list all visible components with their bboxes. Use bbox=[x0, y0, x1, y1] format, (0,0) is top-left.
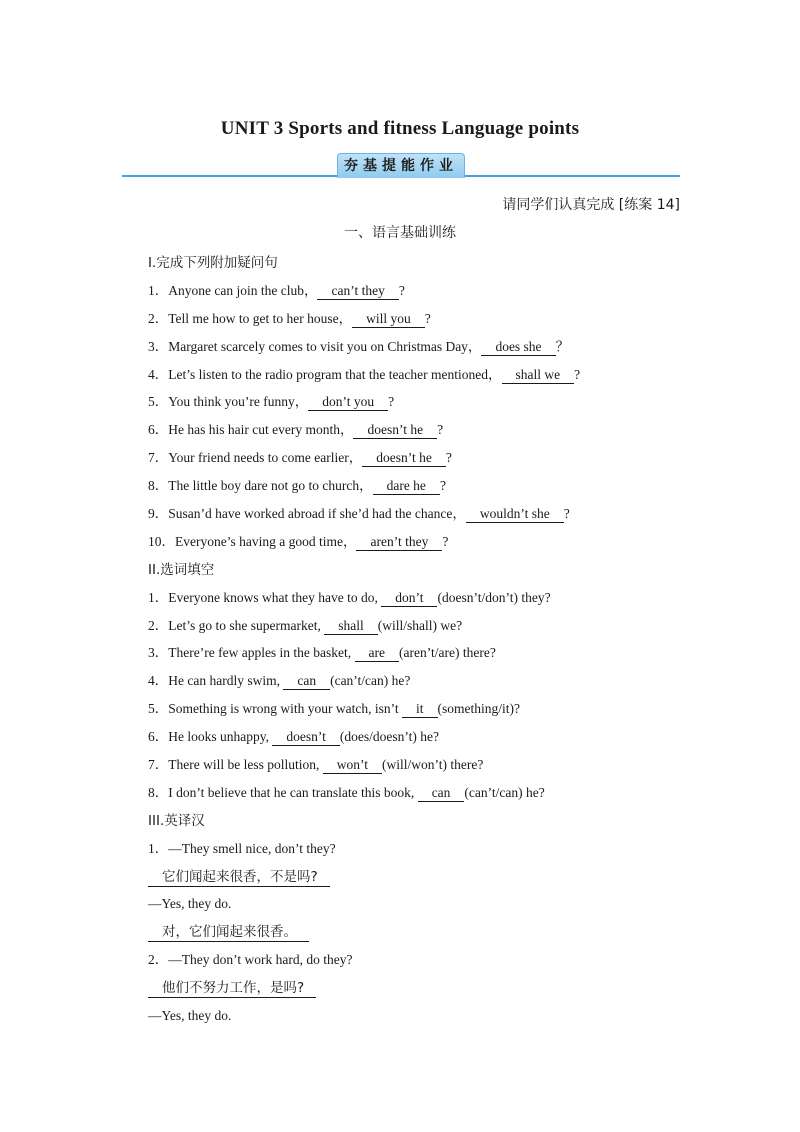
translation-question: —Yes, they do. bbox=[148, 896, 232, 912]
answer-blank: are bbox=[355, 645, 399, 662]
translation-answer: 它们闻起来很香，不是吗? bbox=[148, 868, 330, 887]
translation-question: 1．—They smell nice, don’t they? bbox=[148, 840, 336, 856]
choice-item: 6．He looks unhappy, doesn’t (does/doesn’t) he? bbox=[148, 729, 439, 745]
section-banner: 夯基提能作业 bbox=[337, 153, 465, 178]
choice-item: 1．Everyone knows what they have to do, don’t (doesn’t/don’t) they? bbox=[148, 589, 551, 605]
translation-question: 2．—They don’t work hard, do they? bbox=[148, 952, 353, 968]
answer-blank: can bbox=[418, 785, 465, 802]
part1-heading: I.完成下列附加疑问句 bbox=[148, 255, 278, 271]
answer-blank: shall bbox=[324, 618, 378, 635]
choice-item: 8．I don’t believe that he can translate this book, can (can’t/can) he? bbox=[148, 784, 545, 800]
answer-blank: shall we bbox=[502, 367, 575, 384]
answer-blank: doesn’t bbox=[272, 729, 340, 746]
question-item: 1．Anyone can join the club， can’t they ? bbox=[148, 282, 405, 298]
choice-item: 7．There will be less pollution, won’t (will/won’t) there? bbox=[148, 757, 484, 773]
answer-blank: doesn’t he bbox=[353, 422, 437, 439]
practice-note: 请同学们认真完成 [练案 14] bbox=[502, 197, 680, 213]
part2-heading: II.选词填空 bbox=[148, 561, 215, 578]
answer-blank: wouldn’t she bbox=[466, 506, 564, 523]
choice-item: 4．He can hardly swim, can (can’t/can) he? bbox=[148, 673, 411, 689]
answer-blank: won’t bbox=[323, 757, 382, 774]
answer-blank: doesn’t he bbox=[362, 450, 446, 467]
answer-blank: can’t they bbox=[317, 283, 398, 300]
part3-heading: III.英译汉 bbox=[148, 812, 205, 829]
question-item: 5．You think you’re funny， don’t you ? bbox=[148, 394, 395, 410]
translation-question: —Yes, they do. bbox=[148, 1008, 232, 1024]
question-item: 3．Margaret scarcely comes to visit you on Christmas Day， does she ？ bbox=[148, 338, 570, 354]
question-item: 4．Let’s listen to the radio program that the teacher mentioned， shall we ? bbox=[148, 366, 581, 382]
question-item: 10．Everyone’s having a good time， aren’t they ? bbox=[148, 533, 449, 549]
answer-blank: it bbox=[402, 701, 438, 718]
choice-item: 5．Something is wrong with your watch, isn’t it (something/it)? bbox=[148, 701, 520, 717]
page-title: UNIT 3 Sports and fitness Language points bbox=[220, 118, 580, 139]
answer-blank: don’t you bbox=[308, 394, 388, 411]
answer-blank: don’t bbox=[381, 590, 437, 607]
answer-blank: will you bbox=[352, 311, 425, 328]
translation-answer: 他们不努力工作，是吗? bbox=[148, 979, 316, 998]
answer-blank: does she bbox=[481, 339, 555, 356]
question-item: 8．The little boy dare not go to church， dare he ? bbox=[148, 478, 446, 494]
question-item: 7．Your friend needs to come earlier， doesn’t he ? bbox=[148, 450, 452, 466]
answer-blank: dare he bbox=[373, 478, 440, 495]
translation-answer: 对，它们闻起来很香。 bbox=[148, 923, 309, 942]
question-item: 6．He has his hair cut every month， doesn’t he ? bbox=[148, 422, 444, 438]
choice-item: 3．There’re few apples in the basket, are (aren’t/are) there? bbox=[148, 645, 496, 661]
section-heading: 一、语言基础训练 bbox=[344, 225, 456, 241]
question-item: 9．Susan’d have worked abroad if she’d had the chance， wouldn’t she ? bbox=[148, 506, 570, 522]
answer-blank: can bbox=[283, 673, 330, 690]
question-item: 2．Tell me how to get to her house， will you ? bbox=[148, 310, 431, 326]
answer-blank: aren’t they bbox=[356, 534, 442, 551]
choice-item: 2．Let’s go to she supermarket, shall (will/shall) we? bbox=[148, 617, 463, 633]
worksheet-content bbox=[148, 250, 708, 1031]
